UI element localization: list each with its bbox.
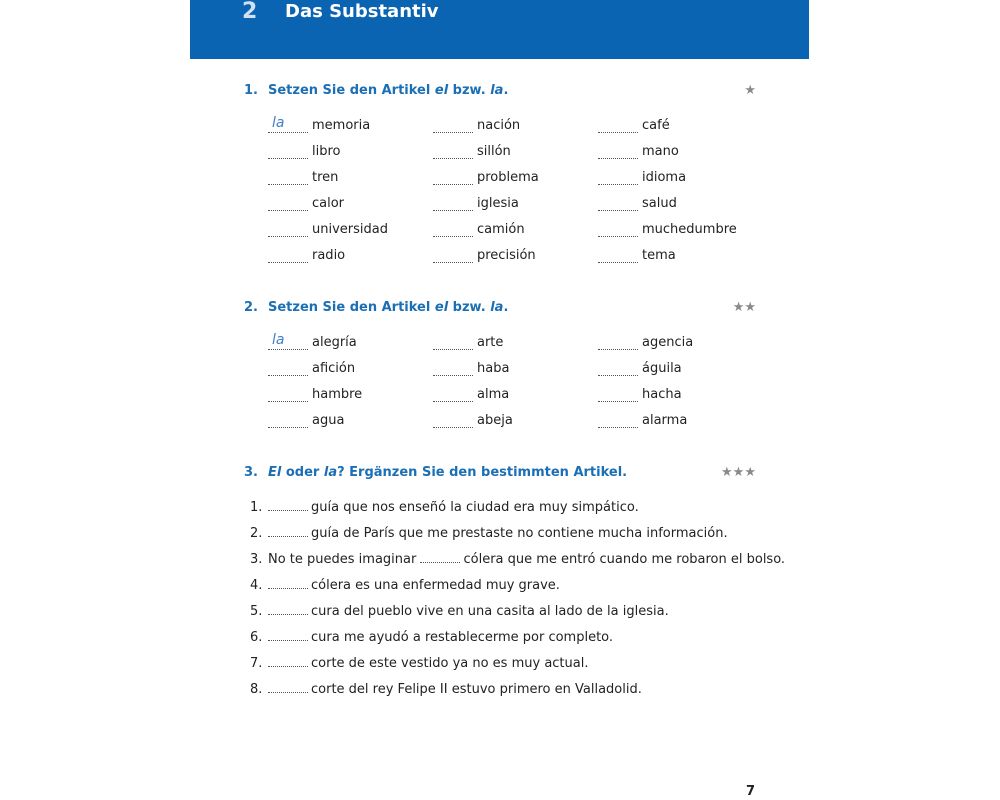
sentence-number: 1. bbox=[250, 500, 263, 515]
answer-blank[interactable] bbox=[268, 413, 308, 428]
answer-blank[interactable] bbox=[433, 387, 473, 402]
answer-blank[interactable] bbox=[433, 170, 473, 185]
chapter-header bbox=[190, 0, 809, 59]
noun-word: libro bbox=[312, 144, 341, 159]
noun-word: tren bbox=[312, 170, 339, 185]
noun-word: radio bbox=[312, 248, 346, 263]
answer-blank[interactable] bbox=[433, 335, 473, 350]
answer-blank[interactable] bbox=[268, 576, 308, 589]
exercise-number: 2. bbox=[244, 300, 258, 315]
sentence-number: 3. bbox=[250, 552, 263, 567]
exercise-title: Setzen Sie den Artikel el bzw. la. bbox=[268, 300, 509, 315]
answer-blank[interactable] bbox=[268, 602, 308, 615]
sentence-number: 4. bbox=[250, 578, 263, 593]
noun-word: águila bbox=[642, 361, 682, 376]
noun-word: camión bbox=[477, 222, 525, 237]
answer-blank[interactable] bbox=[268, 524, 308, 537]
sentence-number: 5. bbox=[250, 604, 263, 619]
answer-blank[interactable] bbox=[433, 196, 473, 211]
sentence-suffix: cura del pueblo vive en una casita al lado de la iglesia. bbox=[311, 604, 669, 619]
answer-blank[interactable] bbox=[268, 144, 308, 159]
sentence-text bbox=[268, 498, 639, 518]
answer-blank[interactable] bbox=[268, 222, 308, 237]
exercise-2-heading bbox=[244, 298, 756, 318]
answer-blank[interactable] bbox=[268, 170, 308, 185]
answer-blank[interactable] bbox=[598, 248, 638, 263]
exercise-title: El oder la? Ergänzen Sie den bestimmten Artikel. bbox=[268, 465, 628, 480]
sentence-number: 6. bbox=[250, 630, 263, 645]
noun-word: sillón bbox=[477, 144, 511, 159]
answer-blank[interactable] bbox=[598, 387, 638, 402]
answer-blank[interactable] bbox=[420, 550, 460, 563]
difficulty-stars: ★ bbox=[744, 83, 756, 98]
handwritten-answer: la bbox=[272, 332, 285, 348]
sentence-suffix: corte del rey Felipe II estuvo primero en Valladolid. bbox=[311, 682, 642, 697]
answer-blank[interactable] bbox=[433, 248, 473, 263]
exercise-title: Setzen Sie den Artikel el bzw. la. bbox=[268, 83, 509, 98]
answer-blank[interactable] bbox=[268, 680, 308, 693]
sentence-number: 8. bbox=[250, 682, 263, 697]
noun-word: mano bbox=[642, 144, 679, 159]
sentence-text bbox=[268, 628, 613, 648]
answer-blank[interactable] bbox=[268, 498, 308, 511]
noun-word: afición bbox=[312, 361, 356, 376]
noun-word: iglesia bbox=[477, 196, 519, 211]
noun-word: abeja bbox=[477, 413, 513, 428]
answer-blank[interactable] bbox=[268, 115, 308, 133]
page-number: 7 bbox=[746, 784, 756, 799]
noun-word: precisión bbox=[477, 248, 536, 263]
sentence-prefix: No te puedes imaginar bbox=[268, 552, 421, 567]
answer-blank[interactable] bbox=[598, 222, 638, 237]
answer-blank[interactable] bbox=[598, 144, 638, 159]
sentence-number: 2. bbox=[250, 526, 263, 541]
chapter-title: Das Substantiv bbox=[285, 1, 439, 22]
sentence-suffix: cólera que me entró cuando me robaron el bolso. bbox=[463, 552, 786, 567]
answer-blank[interactable] bbox=[433, 222, 473, 237]
exercise-number: 3. bbox=[244, 465, 258, 480]
exercise-number: 1. bbox=[244, 83, 258, 98]
noun-word: tema bbox=[642, 248, 676, 263]
noun-word: muchedumbre bbox=[642, 222, 737, 237]
answer-blank[interactable] bbox=[268, 248, 308, 263]
handwritten-answer: la bbox=[272, 115, 285, 131]
answer-blank[interactable] bbox=[433, 118, 473, 133]
answer-blank[interactable] bbox=[598, 413, 638, 428]
answer-blank[interactable] bbox=[433, 361, 473, 376]
answer-blank[interactable] bbox=[268, 332, 308, 350]
answer-blank[interactable] bbox=[268, 654, 308, 667]
sentence-suffix: guía de París que me prestaste no contiene mucha información. bbox=[311, 526, 728, 541]
answer-blank[interactable] bbox=[433, 144, 473, 159]
noun-word: calor bbox=[312, 196, 345, 211]
noun-word: memoria bbox=[312, 118, 371, 133]
difficulty-stars: ★★★ bbox=[721, 465, 756, 480]
answer-blank[interactable] bbox=[268, 361, 308, 376]
sentence-text bbox=[268, 550, 785, 570]
answer-blank[interactable] bbox=[598, 118, 638, 133]
noun-word: alarma bbox=[642, 413, 688, 428]
noun-word: hacha bbox=[642, 387, 682, 402]
sentence-text bbox=[268, 654, 588, 674]
noun-word: agencia bbox=[642, 335, 694, 350]
noun-word: universidad bbox=[312, 222, 388, 237]
sentence-number: 7. bbox=[250, 656, 263, 671]
exercise-1-heading bbox=[244, 81, 756, 101]
answer-blank[interactable] bbox=[598, 196, 638, 211]
noun-word: hambre bbox=[312, 387, 363, 402]
noun-word: haba bbox=[477, 361, 510, 376]
answer-blank[interactable] bbox=[598, 361, 638, 376]
sentence-suffix: cura me ayudó a restablecerme por completo. bbox=[311, 630, 614, 645]
noun-word: problema bbox=[477, 170, 539, 185]
sentence-text bbox=[268, 602, 669, 622]
answer-blank[interactable] bbox=[268, 196, 308, 211]
sentence-suffix: cólera es una enfermedad muy grave. bbox=[311, 578, 560, 593]
noun-word: arte bbox=[477, 335, 504, 350]
sentence-text bbox=[268, 524, 728, 544]
answer-blank[interactable] bbox=[598, 170, 638, 185]
sentence-text bbox=[268, 680, 642, 700]
chapter-number: 2 bbox=[242, 0, 258, 24]
answer-blank[interactable] bbox=[598, 335, 638, 350]
sentence-suffix: corte de este vestido ya no es muy actual. bbox=[311, 656, 589, 671]
answer-blank[interactable] bbox=[268, 387, 308, 402]
noun-word: idioma bbox=[642, 170, 687, 185]
difficulty-stars: ★★ bbox=[732, 300, 756, 315]
sentence-suffix: guía que nos enseñó la ciudad era muy simpático. bbox=[311, 500, 639, 515]
noun-word: agua bbox=[312, 413, 345, 428]
exercise-3-heading bbox=[244, 463, 756, 483]
noun-word: salud bbox=[642, 196, 677, 211]
sentence-text bbox=[268, 576, 560, 596]
noun-word: alma bbox=[477, 387, 510, 402]
answer-blank[interactable] bbox=[433, 413, 473, 428]
noun-word: alegría bbox=[312, 335, 357, 350]
answer-blank[interactable] bbox=[268, 628, 308, 641]
noun-word: café bbox=[642, 118, 670, 133]
noun-word: nación bbox=[477, 118, 521, 133]
